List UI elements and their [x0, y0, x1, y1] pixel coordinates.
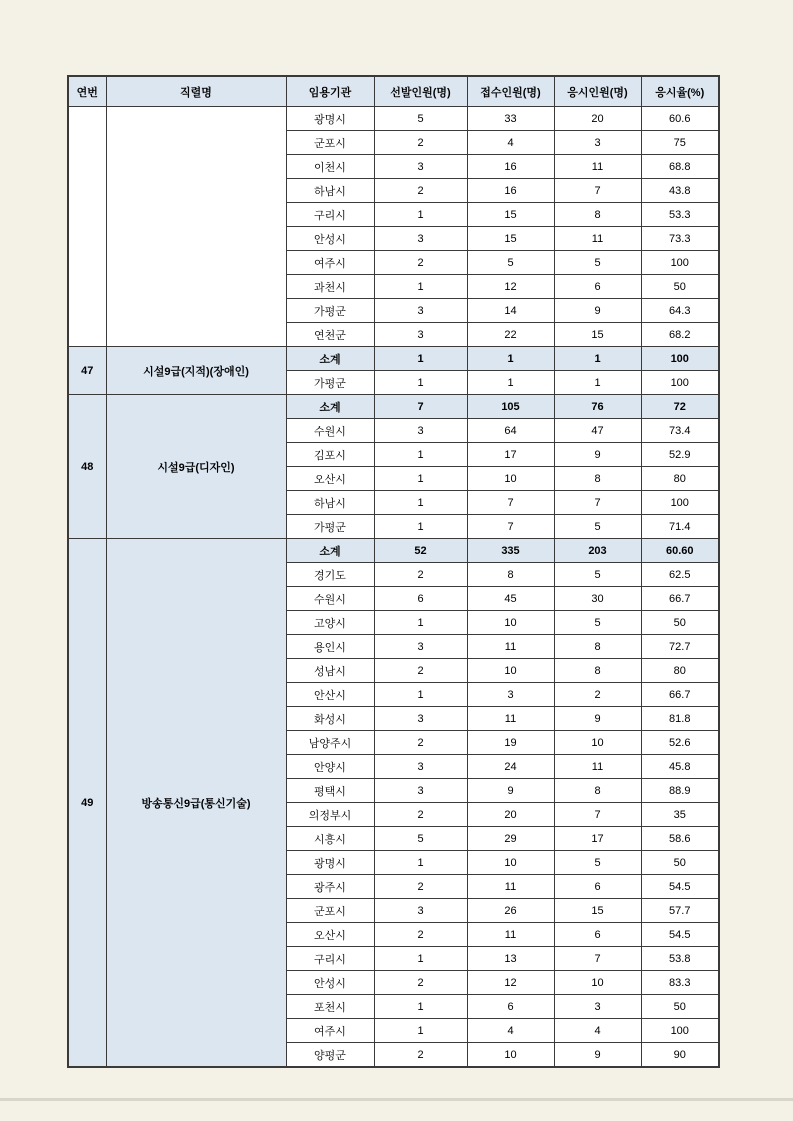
serial-number-cell: 47 [68, 347, 106, 395]
examined-count-cell: 8 [554, 203, 641, 227]
header-applied-count: 접수인원(명) [467, 76, 554, 107]
examined-count-cell: 17 [554, 827, 641, 851]
applied-count-cell: 11 [467, 875, 554, 899]
exam-rate-cell: 53.8 [641, 947, 719, 971]
examined-count-cell: 5 [554, 515, 641, 539]
agency-cell: 경기도 [286, 563, 374, 587]
agency-cell: 시흥시 [286, 827, 374, 851]
selected-count-cell: 2 [374, 971, 467, 995]
header-selected-count: 선발인원(명) [374, 76, 467, 107]
examined-count-cell: 8 [554, 467, 641, 491]
selected-count-cell: 1 [374, 947, 467, 971]
applied-count-cell: 1 [467, 371, 554, 395]
exam-rate-cell: 53.3 [641, 203, 719, 227]
applied-count-cell: 15 [467, 227, 554, 251]
applied-count-cell: 10 [467, 659, 554, 683]
examined-count-cell: 11 [554, 755, 641, 779]
examined-count-cell: 11 [554, 155, 641, 179]
applied-count-cell: 1 [467, 347, 554, 371]
exam-rate-cell: 52.9 [641, 443, 719, 467]
serial-number-cell: 49 [68, 539, 106, 1068]
applied-count-cell: 29 [467, 827, 554, 851]
agency-cell: 고양시 [286, 611, 374, 635]
examined-count-cell: 1 [554, 347, 641, 371]
selected-count-cell: 5 [374, 107, 467, 131]
examined-count-cell: 8 [554, 779, 641, 803]
examined-count-cell: 15 [554, 899, 641, 923]
exam-rate-cell: 43.8 [641, 179, 719, 203]
agency-cell: 소계 [286, 395, 374, 419]
serial-number-cell: 48 [68, 395, 106, 539]
agency-cell: 안성시 [286, 971, 374, 995]
agency-cell: 광주시 [286, 875, 374, 899]
examined-count-cell: 9 [554, 707, 641, 731]
exam-rate-cell: 88.9 [641, 779, 719, 803]
examined-count-cell: 2 [554, 683, 641, 707]
exam-rate-cell: 52.6 [641, 731, 719, 755]
applied-count-cell: 10 [467, 467, 554, 491]
exam-rate-cell: 64.3 [641, 299, 719, 323]
agency-cell: 평택시 [286, 779, 374, 803]
examined-count-cell: 15 [554, 323, 641, 347]
applied-count-cell: 335 [467, 539, 554, 563]
job-series-cell: 시설9급(지적)(장애인) [106, 347, 286, 395]
selected-count-cell: 2 [374, 731, 467, 755]
applied-count-cell: 4 [467, 131, 554, 155]
header-serial-number: 연번 [68, 76, 106, 107]
examined-count-cell: 76 [554, 395, 641, 419]
examined-count-cell: 6 [554, 275, 641, 299]
selected-count-cell: 3 [374, 227, 467, 251]
agency-cell: 안산시 [286, 683, 374, 707]
selected-count-cell: 3 [374, 635, 467, 659]
exam-rate-cell: 62.5 [641, 563, 719, 587]
agency-cell: 오산시 [286, 923, 374, 947]
selected-count-cell: 3 [374, 899, 467, 923]
exam-rate-cell: 50 [641, 851, 719, 875]
selected-count-cell: 1 [374, 371, 467, 395]
exam-rate-cell: 45.8 [641, 755, 719, 779]
selected-count-cell: 2 [374, 179, 467, 203]
agency-cell: 포천시 [286, 995, 374, 1019]
header-examined-count: 응시인원(명) [554, 76, 641, 107]
exam-rate-cell: 54.5 [641, 923, 719, 947]
exam-rate-cell: 100 [641, 491, 719, 515]
exam-rate-cell: 80 [641, 467, 719, 491]
examined-count-cell: 8 [554, 659, 641, 683]
agency-cell: 성남시 [286, 659, 374, 683]
agency-cell: 남양주시 [286, 731, 374, 755]
agency-cell: 구리시 [286, 203, 374, 227]
selected-count-cell: 3 [374, 323, 467, 347]
exam-rate-cell: 72 [641, 395, 719, 419]
selected-count-cell: 1 [374, 467, 467, 491]
agency-cell: 가평군 [286, 371, 374, 395]
subtotal-row [68, 395, 719, 419]
examined-count-cell: 4 [554, 1019, 641, 1043]
exam-rate-cell: 90 [641, 1043, 719, 1068]
applied-count-cell: 33 [467, 107, 554, 131]
exam-rate-cell: 50 [641, 275, 719, 299]
selected-count-cell: 2 [374, 563, 467, 587]
agency-cell: 군포시 [286, 899, 374, 923]
applied-count-cell: 7 [467, 515, 554, 539]
selected-count-cell: 1 [374, 1019, 467, 1043]
applied-count-cell: 13 [467, 947, 554, 971]
exam-rate-cell: 75 [641, 131, 719, 155]
applied-count-cell: 17 [467, 443, 554, 467]
exam-rate-cell: 72.7 [641, 635, 719, 659]
examined-count-cell: 30 [554, 587, 641, 611]
recruitment-table [67, 75, 720, 1068]
applied-count-cell: 45 [467, 587, 554, 611]
applied-count-cell: 19 [467, 731, 554, 755]
examined-count-cell: 8 [554, 635, 641, 659]
exam-rate-cell: 58.6 [641, 827, 719, 851]
agency-cell: 소계 [286, 539, 374, 563]
header-job-series: 직렬명 [106, 76, 286, 107]
agency-cell: 안양시 [286, 755, 374, 779]
applied-count-cell: 15 [467, 203, 554, 227]
agency-cell: 양평군 [286, 1043, 374, 1068]
applied-count-cell: 12 [467, 275, 554, 299]
agency-cell: 오산시 [286, 467, 374, 491]
selected-count-cell: 5 [374, 827, 467, 851]
exam-rate-cell: 57.7 [641, 899, 719, 923]
examined-count-cell: 7 [554, 491, 641, 515]
selected-count-cell: 6 [374, 587, 467, 611]
selected-count-cell: 1 [374, 515, 467, 539]
applied-count-cell: 3 [467, 683, 554, 707]
selected-count-cell: 3 [374, 155, 467, 179]
exam-rate-cell: 81.8 [641, 707, 719, 731]
exam-rate-cell: 60.6 [641, 107, 719, 131]
header-exam-rate: 응시율(%) [641, 76, 719, 107]
agency-cell: 소계 [286, 347, 374, 371]
selected-count-cell: 3 [374, 779, 467, 803]
exam-rate-cell: 73.3 [641, 227, 719, 251]
examined-count-cell: 5 [554, 851, 641, 875]
examined-count-cell: 5 [554, 563, 641, 587]
examined-count-cell: 6 [554, 875, 641, 899]
serial-number-cell [68, 107, 106, 347]
job-series-cell: 시설9급(디자인) [106, 395, 286, 539]
header-agency: 임용기관 [286, 76, 374, 107]
applied-count-cell: 26 [467, 899, 554, 923]
selected-count-cell: 2 [374, 875, 467, 899]
applied-count-cell: 16 [467, 179, 554, 203]
exam-rate-cell: 66.7 [641, 683, 719, 707]
examined-count-cell: 11 [554, 227, 641, 251]
exam-rate-cell: 100 [641, 1019, 719, 1043]
selected-count-cell: 2 [374, 251, 467, 275]
selected-count-cell: 2 [374, 1043, 467, 1068]
table-row [68, 107, 719, 131]
agency-cell: 김포시 [286, 443, 374, 467]
examined-count-cell: 9 [554, 443, 641, 467]
exam-rate-cell: 83.3 [641, 971, 719, 995]
page-bottom-edge [0, 1098, 793, 1101]
subtotal-row [68, 539, 719, 563]
selected-count-cell: 52 [374, 539, 467, 563]
examined-count-cell: 3 [554, 131, 641, 155]
job-series-cell: 방송통신9급(통신기술) [106, 539, 286, 1068]
selected-count-cell: 2 [374, 803, 467, 827]
examined-count-cell: 7 [554, 179, 641, 203]
agency-cell: 군포시 [286, 131, 374, 155]
examined-count-cell: 5 [554, 251, 641, 275]
exam-rate-cell: 60.60 [641, 539, 719, 563]
exam-rate-cell: 100 [641, 371, 719, 395]
selected-count-cell: 7 [374, 395, 467, 419]
applied-count-cell: 10 [467, 1043, 554, 1068]
applied-count-cell: 20 [467, 803, 554, 827]
examined-count-cell: 10 [554, 971, 641, 995]
examined-count-cell: 20 [554, 107, 641, 131]
agency-cell: 구리시 [286, 947, 374, 971]
exam-rate-cell: 71.4 [641, 515, 719, 539]
applied-count-cell: 14 [467, 299, 554, 323]
selected-count-cell: 1 [374, 203, 467, 227]
examined-count-cell: 3 [554, 995, 641, 1019]
applied-count-cell: 11 [467, 707, 554, 731]
applied-count-cell: 16 [467, 155, 554, 179]
examined-count-cell: 1 [554, 371, 641, 395]
agency-cell: 가평군 [286, 515, 374, 539]
exam-rate-cell: 100 [641, 347, 719, 371]
exam-rate-cell: 68.8 [641, 155, 719, 179]
applied-count-cell: 4 [467, 1019, 554, 1043]
exam-rate-cell: 66.7 [641, 587, 719, 611]
agency-cell: 가평군 [286, 299, 374, 323]
selected-count-cell: 1 [374, 683, 467, 707]
selected-count-cell: 1 [374, 347, 467, 371]
examined-count-cell: 10 [554, 731, 641, 755]
exam-rate-cell: 73.4 [641, 419, 719, 443]
agency-cell: 하남시 [286, 491, 374, 515]
applied-count-cell: 105 [467, 395, 554, 419]
selected-count-cell: 3 [374, 299, 467, 323]
examined-count-cell: 7 [554, 803, 641, 827]
applied-count-cell: 64 [467, 419, 554, 443]
exam-rate-cell: 80 [641, 659, 719, 683]
applied-count-cell: 5 [467, 251, 554, 275]
exam-rate-cell: 50 [641, 611, 719, 635]
examined-count-cell: 9 [554, 299, 641, 323]
agency-cell: 수원시 [286, 587, 374, 611]
examined-count-cell: 6 [554, 923, 641, 947]
selected-count-cell: 1 [374, 443, 467, 467]
job-series-cell [106, 107, 286, 347]
examined-count-cell: 47 [554, 419, 641, 443]
table-body [68, 107, 719, 1068]
selected-count-cell: 1 [374, 491, 467, 515]
agency-cell: 수원시 [286, 419, 374, 443]
selected-count-cell: 1 [374, 611, 467, 635]
applied-count-cell: 22 [467, 323, 554, 347]
examined-count-cell: 203 [554, 539, 641, 563]
examined-count-cell: 7 [554, 947, 641, 971]
applied-count-cell: 10 [467, 611, 554, 635]
applied-count-cell: 9 [467, 779, 554, 803]
selected-count-cell: 2 [374, 659, 467, 683]
subtotal-row [68, 347, 719, 371]
agency-cell: 여주시 [286, 1019, 374, 1043]
selected-count-cell: 3 [374, 707, 467, 731]
agency-cell: 안성시 [286, 227, 374, 251]
selected-count-cell: 3 [374, 419, 467, 443]
agency-cell: 의정부시 [286, 803, 374, 827]
applied-count-cell: 11 [467, 923, 554, 947]
examined-count-cell: 9 [554, 1043, 641, 1068]
agency-cell: 하남시 [286, 179, 374, 203]
agency-cell: 용인시 [286, 635, 374, 659]
agency-cell: 과천시 [286, 275, 374, 299]
applied-count-cell: 7 [467, 491, 554, 515]
selected-count-cell: 1 [374, 851, 467, 875]
exam-rate-cell: 35 [641, 803, 719, 827]
agency-cell: 연천군 [286, 323, 374, 347]
selected-count-cell: 2 [374, 923, 467, 947]
agency-cell: 화성시 [286, 707, 374, 731]
agency-cell: 광명시 [286, 107, 374, 131]
agency-cell: 이천시 [286, 155, 374, 179]
applied-count-cell: 24 [467, 755, 554, 779]
exam-rate-cell: 68.2 [641, 323, 719, 347]
applied-count-cell: 12 [467, 971, 554, 995]
agency-cell: 여주시 [286, 251, 374, 275]
selected-count-cell: 1 [374, 275, 467, 299]
selected-count-cell: 2 [374, 131, 467, 155]
table-header-row [68, 76, 719, 107]
applied-count-cell: 10 [467, 851, 554, 875]
selected-count-cell: 1 [374, 995, 467, 1019]
applied-count-cell: 11 [467, 635, 554, 659]
examined-count-cell: 5 [554, 611, 641, 635]
applied-count-cell: 6 [467, 995, 554, 1019]
exam-rate-cell: 100 [641, 251, 719, 275]
agency-cell: 광명시 [286, 851, 374, 875]
exam-rate-cell: 50 [641, 995, 719, 1019]
applied-count-cell: 8 [467, 563, 554, 587]
selected-count-cell: 3 [374, 755, 467, 779]
exam-rate-cell: 54.5 [641, 875, 719, 899]
